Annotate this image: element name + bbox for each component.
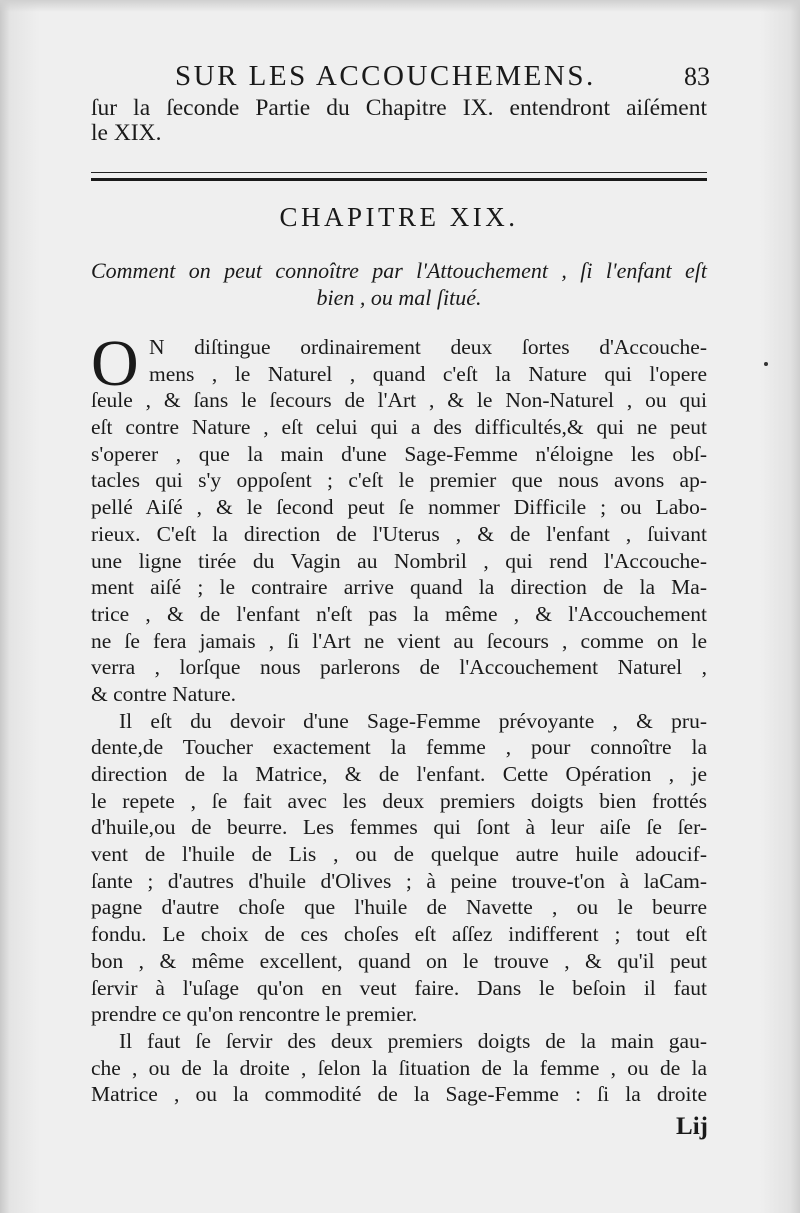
- divider-rule: [91, 172, 707, 173]
- text-line: ſante ; d'autres d'huile d'Olives ; à peine trouve-t'on à laCam-: [91, 868, 707, 893]
- text-line: le repete , ſe fait avec les deux premiers doigts bien frottés: [91, 788, 707, 813]
- text-line: Il eſt du devoir d'une Sage-Femme prévoyante , & pru-: [119, 708, 707, 733]
- text-line: ſervir à l'uſage qu'on en veut faire. Dans le beſoin il faut: [91, 975, 707, 1000]
- text-line: trice , & de l'enfant n'eſt pas la même , & l'Accouchement: [91, 601, 707, 626]
- text-line: ne ſe fera jamais , ſi l'Art ne vient au ſecours , comme on le: [91, 628, 707, 653]
- body-text: [91, 327, 707, 1108]
- text-line: Il faut ſe ſervir des deux premiers doigts de la main gau-: [119, 1028, 707, 1053]
- chapter-subtitle-line: Comment on peut connoître par l'Attouchement , ſi l'enfant eſt: [91, 258, 707, 283]
- text-line: tacles qui s'y oppoſent ; c'eſt le premier que nous avons ap-: [91, 468, 707, 493]
- page-number: 83: [684, 62, 710, 91]
- text-line: d'huile,ou de beurre. Les femmes qui ſont à leur aiſe ſe ſer-: [91, 815, 707, 840]
- chapter-title: CHAPITRE XIX.: [279, 202, 519, 232]
- text-line: fondu. Le choix de ces choſes eſt aſſez indifferent ; tout eſt: [91, 922, 707, 947]
- text-line: Matrice , ou la commodité de la Sage-Femme : ſi la droite: [91, 1082, 707, 1107]
- text-line: N diſtingue ordinairement deux ſortes d'Accouche-: [149, 335, 707, 359]
- paragraph: [91, 708, 707, 1028]
- text-line: eſt contre Nature , eſt celui qui a des difficultés,& qui ne peut: [91, 415, 707, 440]
- text-line: ment aiſé ; le contraire arrive quand la direction de la Ma-: [91, 575, 707, 600]
- text-line: che , ou de la droite , ſelon la ſituation de la femme , ou de la: [91, 1055, 707, 1080]
- running-head: [80, 60, 710, 100]
- running-title: SUR LES ACCOUCHEMENS.: [175, 60, 596, 92]
- divider-rule: [91, 178, 707, 181]
- chapter-subtitle: [91, 257, 707, 311]
- signature-mark: Lij: [676, 1113, 708, 1140]
- text-line: pagne d'autre choſe que l'huile de Navette , ou le beurre: [91, 895, 707, 920]
- continuation-text: [91, 96, 707, 146]
- text-line: ſeule , & ſans le ſecours de l'Art , & le Non-Naturel , ou qui: [91, 388, 707, 413]
- text-line: verra , lorſque nous parlerons de l'Accouchement Naturel ,: [91, 655, 707, 680]
- text-line: bon , & même excellent, quand on le trouve , & qu'il peut: [91, 948, 707, 973]
- continuation-line: ſur la ſeconde Partie du Chapitre IX. entendront aiſément: [91, 95, 707, 121]
- text-line: prendre ce qu'on rencontre le premier.: [91, 1002, 418, 1027]
- drop-cap: O: [91, 327, 139, 400]
- ink-speck: [764, 362, 768, 366]
- paragraph: [91, 1028, 707, 1108]
- text-line: & contre Nature.: [91, 681, 237, 706]
- chapter-subtitle-line: bien , ou mal ſitué.: [316, 285, 482, 310]
- text-line: vent de l'huile de Lis , ou de quelque autre huile adoucif-: [91, 842, 707, 867]
- text-line: une ligne tirée du Vagin au Nombril , qui rend l'Accouche-: [91, 548, 707, 573]
- text-line: rieux. C'eſt la direction de l'Uterus , & de l'enfant , ſuivant: [91, 521, 707, 546]
- continuation-line: le XIX.: [91, 120, 162, 146]
- paragraph: [91, 327, 707, 708]
- text-line: pellé Aiſé , & le ſecond peut ſe nommer Difficile ; ou Labo-: [91, 495, 707, 520]
- text-line: direction de la Matrice, & de l'enfant. Cette Opération , je: [91, 762, 707, 786]
- text-line: dente,de Toucher exactement la femme , pour connoître la: [91, 735, 707, 760]
- text-line: mens , le Naturel , quand c'eſt la Nature qui l'opere: [149, 361, 707, 386]
- text-line: s'operer , que la main d'une Sage-Femme n'éloigne les obſ-: [91, 441, 707, 466]
